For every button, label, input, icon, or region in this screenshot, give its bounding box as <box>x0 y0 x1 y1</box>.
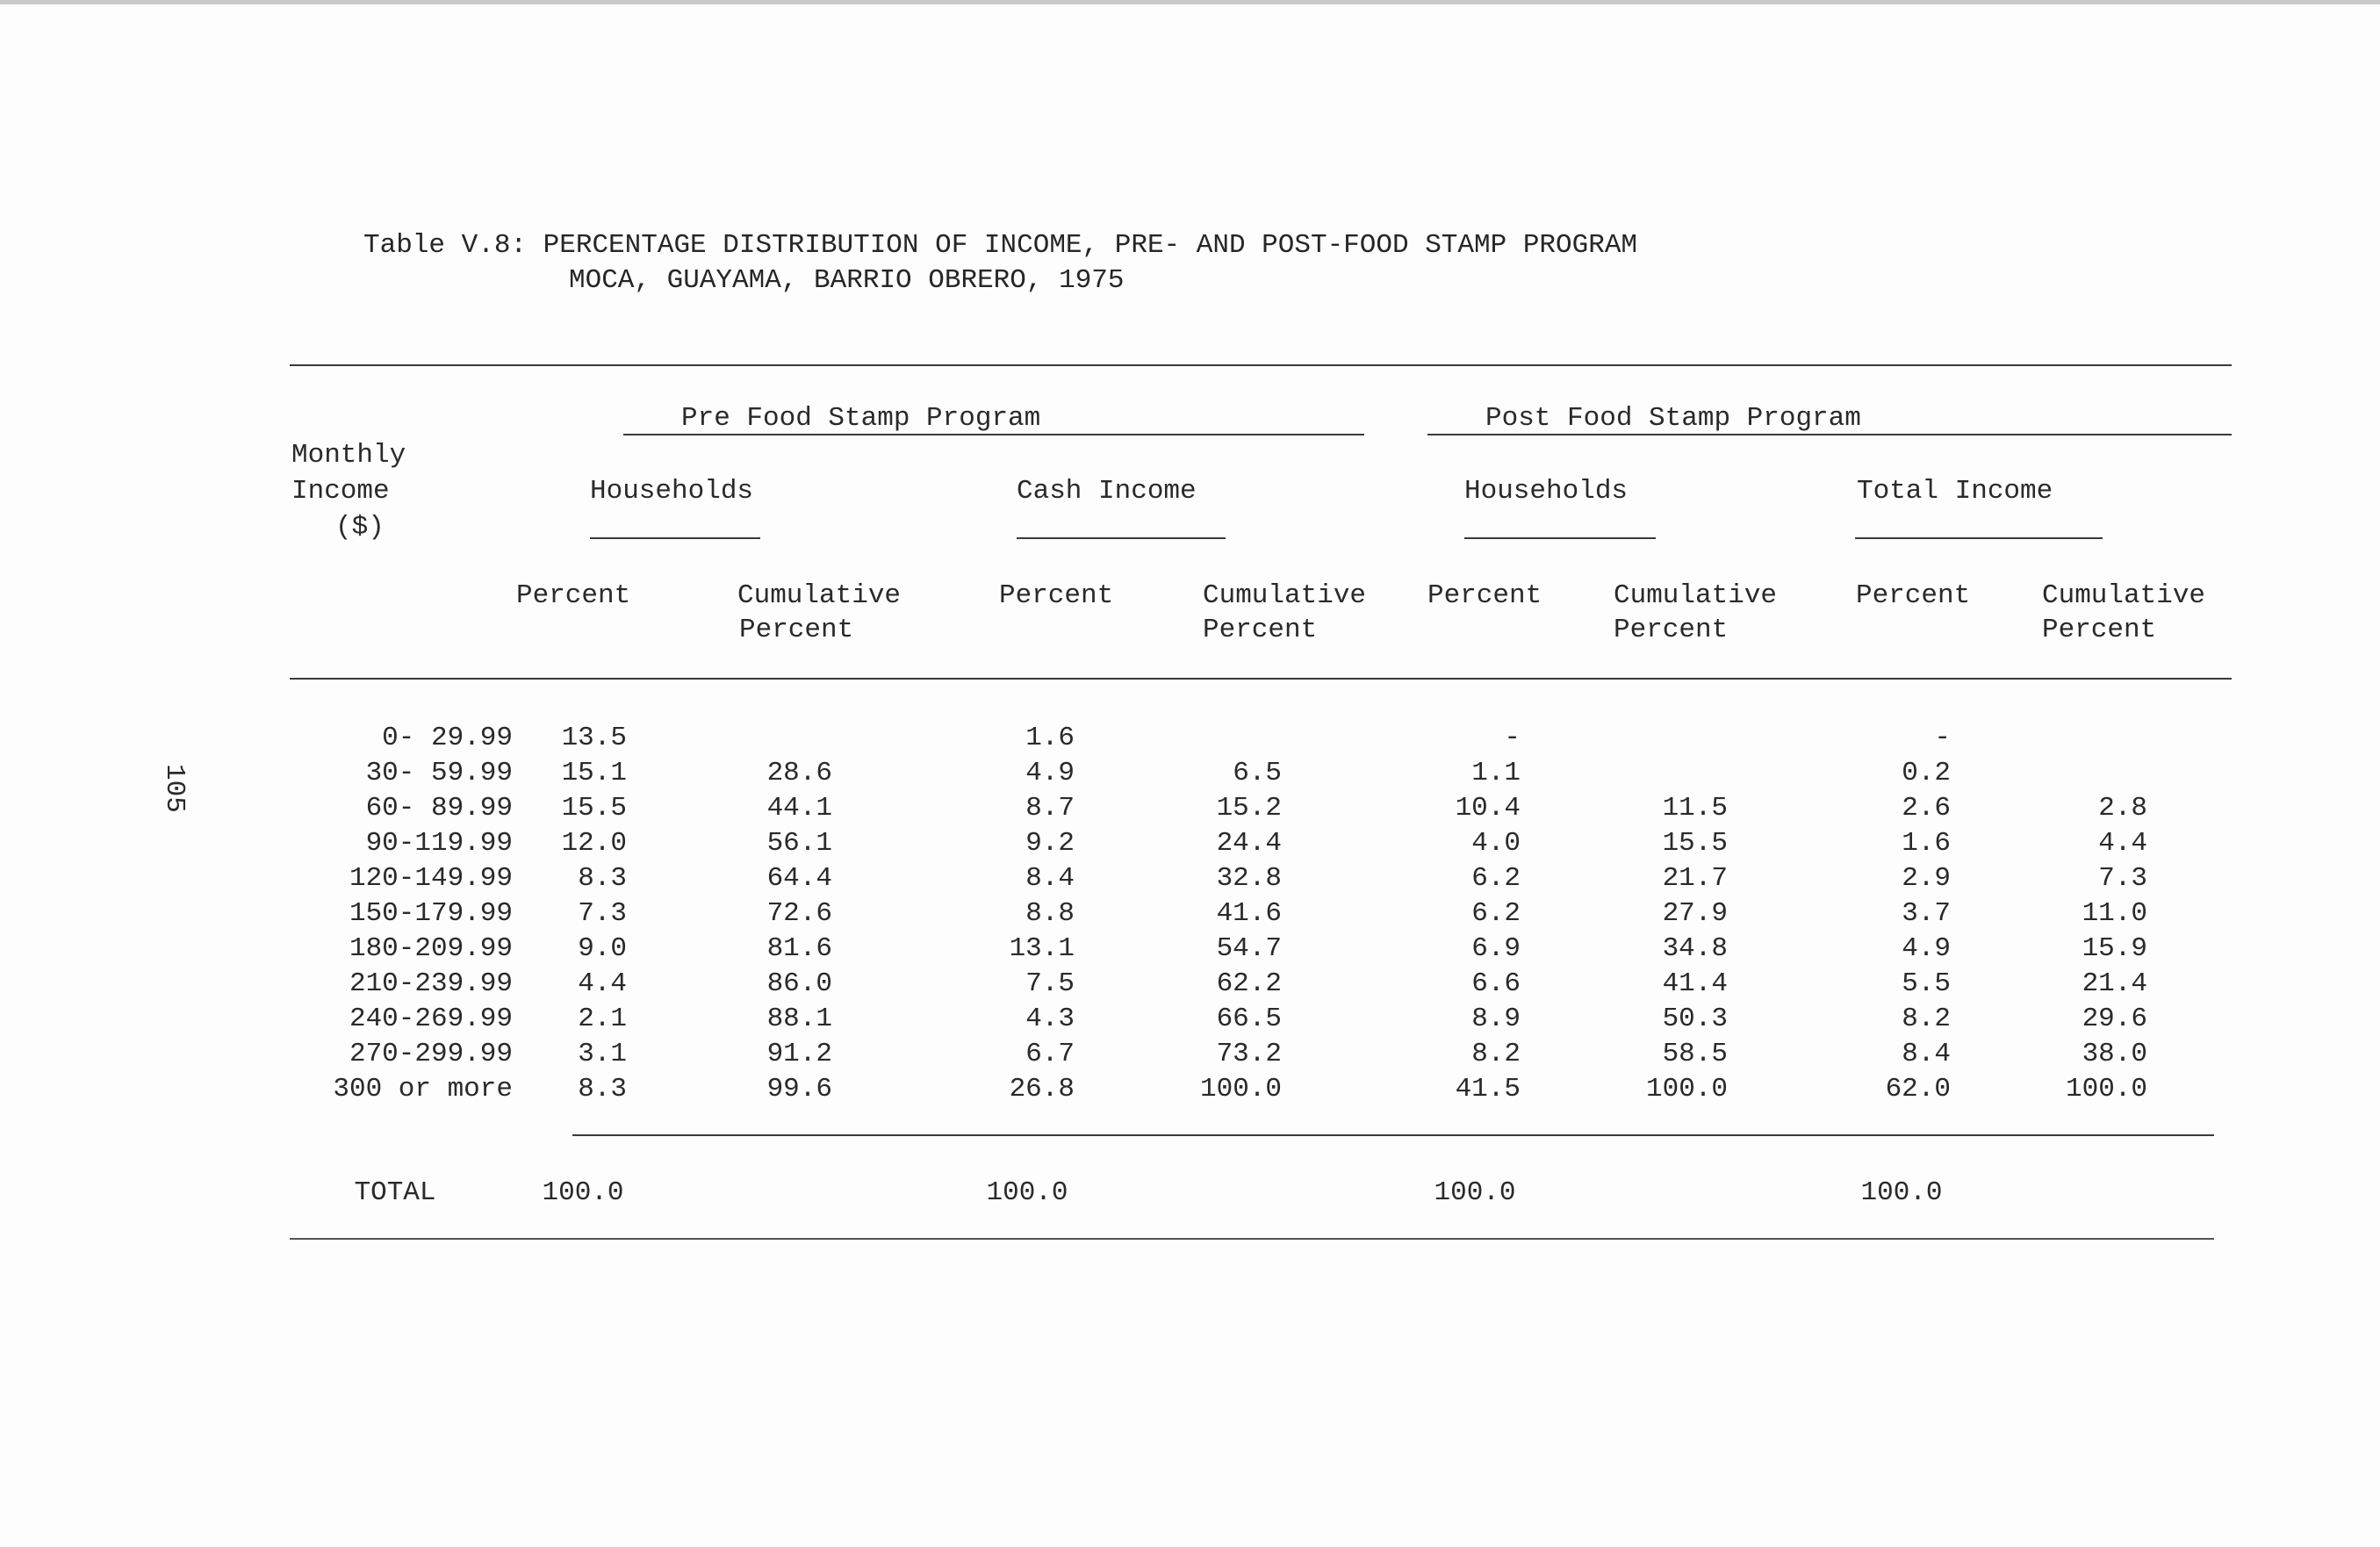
value-cell: 5.5 <box>1902 968 1951 999</box>
value-cell: 0.2 <box>1902 758 1951 788</box>
value-cell: 15.5 <box>561 793 627 824</box>
table-bottom-rule <box>290 1238 2214 1240</box>
value-cell: 26.8 <box>1009 1074 1075 1104</box>
table-title-line1: Table V.8: PERCENTAGE DISTRIBUTION OF INCOME, PRE- AND POST-FOOD STAMP PROGRAM <box>363 230 1638 261</box>
value-cell: 34.8 <box>1662 933 1728 964</box>
value-cell: 44.1 <box>766 793 832 824</box>
value-cell: 13.1 <box>1009 933 1075 964</box>
income-range-cell: 150-179.99 <box>349 898 513 929</box>
income-range-cell: 90-119.99 <box>365 828 513 859</box>
total-value: 100.0 <box>542 1177 624 1208</box>
value-cell: 21.4 <box>2082 968 2147 999</box>
value-cell: 15.2 <box>1216 793 1282 824</box>
value-cell: 4.4 <box>578 968 627 999</box>
value-cell: 6.2 <box>1471 898 1521 929</box>
value-cell: 12.0 <box>561 828 627 859</box>
income-range-cell: 0- 29.99 <box>382 723 513 753</box>
col-header-percent: Percent <box>1856 580 1971 611</box>
income-range-cell: 60- 89.99 <box>365 793 513 824</box>
total-label: TOTAL <box>354 1177 436 1208</box>
value-cell: 1.6 <box>1902 828 1951 859</box>
col-header-cumulative <box>1614 579 1777 648</box>
body-bottom-rule <box>572 1134 2214 1136</box>
subheader-households-post: Households <box>1464 476 1629 507</box>
value-cell: 38.0 <box>2082 1039 2147 1069</box>
value-cell: 81.6 <box>766 933 832 964</box>
value-cell: 4.3 <box>1025 1004 1075 1034</box>
income-range-cell: 180-209.99 <box>349 933 513 964</box>
top-rule <box>290 364 2232 366</box>
col-header-cumulative <box>2042 579 2205 648</box>
cumulative-label: Cumulative <box>737 580 902 611</box>
households-pre-underline <box>590 537 760 539</box>
subheader-total-income: Total Income <box>1857 476 2053 507</box>
scan-edge <box>0 0 2380 4</box>
cumulative-percent-label: Percent <box>739 614 854 645</box>
value-cell: - <box>1504 723 1521 753</box>
col-header-cumulative <box>737 579 901 648</box>
value-cell: 32.8 <box>1216 863 1282 894</box>
value-cell: 6.7 <box>1025 1039 1075 1069</box>
col-header-percent: Percent <box>516 580 631 611</box>
table-title-line2: MOCA, GUAYAMA, BARRIO OBRERO, 1975 <box>569 265 1125 296</box>
value-cell: 8.4 <box>1025 863 1075 894</box>
value-cell: 41.6 <box>1216 898 1282 929</box>
value-cell: 56.1 <box>766 828 832 859</box>
value-cell: 10.4 <box>1455 793 1521 824</box>
value-cell: 15.1 <box>561 758 627 788</box>
income-range-cell: 210-239.99 <box>349 968 513 999</box>
total-value: 100.0 <box>986 1177 1068 1208</box>
value-cell: 8.8 <box>1025 898 1075 929</box>
col-header-percent: Percent <box>1427 580 1542 611</box>
value-cell: 8.2 <box>1902 1004 1951 1034</box>
value-cell: 7.3 <box>2098 863 2147 894</box>
value-cell: 8.2 <box>1471 1039 1521 1069</box>
value-cell: 4.9 <box>1902 933 1951 964</box>
value-cell: 8.7 <box>1025 793 1075 824</box>
value-cell: 8.4 <box>1902 1039 1951 1069</box>
value-cell: 28.6 <box>766 758 832 788</box>
value-cell: 11.5 <box>1662 793 1728 824</box>
value-cell: 73.2 <box>1216 1039 1282 1069</box>
value-cell: 7.3 <box>578 898 627 929</box>
value-cell: 2.1 <box>578 1004 627 1034</box>
value-cell: 6.2 <box>1471 863 1521 894</box>
value-cell: 100.0 <box>2065 1074 2147 1104</box>
income-range-cell: 300 or more <box>333 1074 513 1104</box>
value-cell: 15.5 <box>1662 828 1728 859</box>
value-cell: 64.4 <box>766 863 832 894</box>
value-cell: 54.7 <box>1216 933 1282 964</box>
value-cell: 7.5 <box>1025 968 1075 999</box>
income-range-cell: 30- 59.99 <box>365 758 513 788</box>
value-cell: 9.2 <box>1025 828 1075 859</box>
value-cell: 99.6 <box>766 1074 832 1104</box>
cash-income-underline <box>1017 537 1226 539</box>
value-cell: 2.8 <box>2098 793 2147 824</box>
value-cell: 100.0 <box>1199 1074 1282 1104</box>
value-cell: 62.0 <box>1885 1074 1951 1104</box>
value-cell: 11.0 <box>2082 898 2147 929</box>
value-cell: 24.4 <box>1216 828 1282 859</box>
value-cell: 72.6 <box>766 898 832 929</box>
cumulative-label: Cumulative <box>1203 580 1367 611</box>
value-cell: 100.0 <box>1645 1074 1728 1104</box>
income-range-cell: 120-149.99 <box>349 863 513 894</box>
cumulative-percent-label: Percent <box>2042 614 2157 645</box>
income-range-cell: 270-299.99 <box>349 1039 513 1069</box>
col-header-cumulative <box>1203 579 1366 648</box>
value-cell: 66.5 <box>1216 1004 1282 1034</box>
col-header-percent: Percent <box>999 580 1114 611</box>
value-cell: 50.3 <box>1662 1004 1728 1034</box>
cumulative-label: Cumulative <box>1614 580 1778 611</box>
value-cell: 3.7 <box>1902 898 1951 929</box>
value-cell: 62.2 <box>1216 968 1282 999</box>
stub-header-income: Income <box>291 476 390 507</box>
households-post-underline <box>1464 537 1656 539</box>
subheader-cash-income: Cash Income <box>1017 476 1197 507</box>
value-cell: 2.9 <box>1902 863 1951 894</box>
header-bottom-rule <box>290 678 2232 680</box>
value-cell: 13.5 <box>561 723 627 753</box>
value-cell: 1.6 <box>1025 723 1075 753</box>
cumulative-percent-label: Percent <box>1203 614 1318 645</box>
income-range-cell: 240-269.99 <box>349 1004 513 1034</box>
cumulative-percent-label: Percent <box>1614 614 1729 645</box>
value-cell: 41.4 <box>1662 968 1728 999</box>
value-cell: 29.6 <box>2082 1004 2147 1034</box>
value-cell: 2.6 <box>1902 793 1951 824</box>
value-cell: 1.1 <box>1471 758 1521 788</box>
value-cell: 6.9 <box>1471 933 1521 964</box>
value-cell: 8.9 <box>1471 1004 1521 1034</box>
cumulative-label: Cumulative <box>2042 580 2206 611</box>
value-cell: 8.3 <box>578 863 627 894</box>
value-cell: 91.2 <box>766 1039 832 1069</box>
total-value: 100.0 <box>1860 1177 1943 1208</box>
group-header-pre-food-stamp: Pre Food Stamp Program <box>681 403 1041 434</box>
value-cell: 86.0 <box>766 968 832 999</box>
value-cell: 9.0 <box>578 933 627 964</box>
value-cell: 58.5 <box>1662 1039 1728 1069</box>
value-cell: 6.5 <box>1233 758 1282 788</box>
value-cell: 6.6 <box>1471 968 1521 999</box>
total-income-underline <box>1855 537 2103 539</box>
value-cell: 4.4 <box>2098 828 2147 859</box>
group-header-post-food-stamp: Post Food Stamp Program <box>1485 403 1861 434</box>
value-cell: 88.1 <box>766 1004 832 1034</box>
page-number: 105 <box>159 764 190 813</box>
value-cell: 15.9 <box>2082 933 2147 964</box>
value-cell: 27.9 <box>1662 898 1728 929</box>
value-cell: 4.9 <box>1025 758 1075 788</box>
stub-header-dollar: ($) <box>335 512 385 543</box>
subheader-households-pre: Households <box>590 476 754 507</box>
value-cell: 3.1 <box>578 1039 627 1069</box>
value-cell: 21.7 <box>1662 863 1728 894</box>
value-cell: 41.5 <box>1455 1074 1521 1104</box>
stub-header-monthly: Monthly <box>291 440 406 471</box>
value-cell: 8.3 <box>578 1074 627 1104</box>
value-cell: - <box>1934 723 1951 753</box>
total-value: 100.0 <box>1434 1177 1516 1208</box>
value-cell: 4.0 <box>1471 828 1521 859</box>
